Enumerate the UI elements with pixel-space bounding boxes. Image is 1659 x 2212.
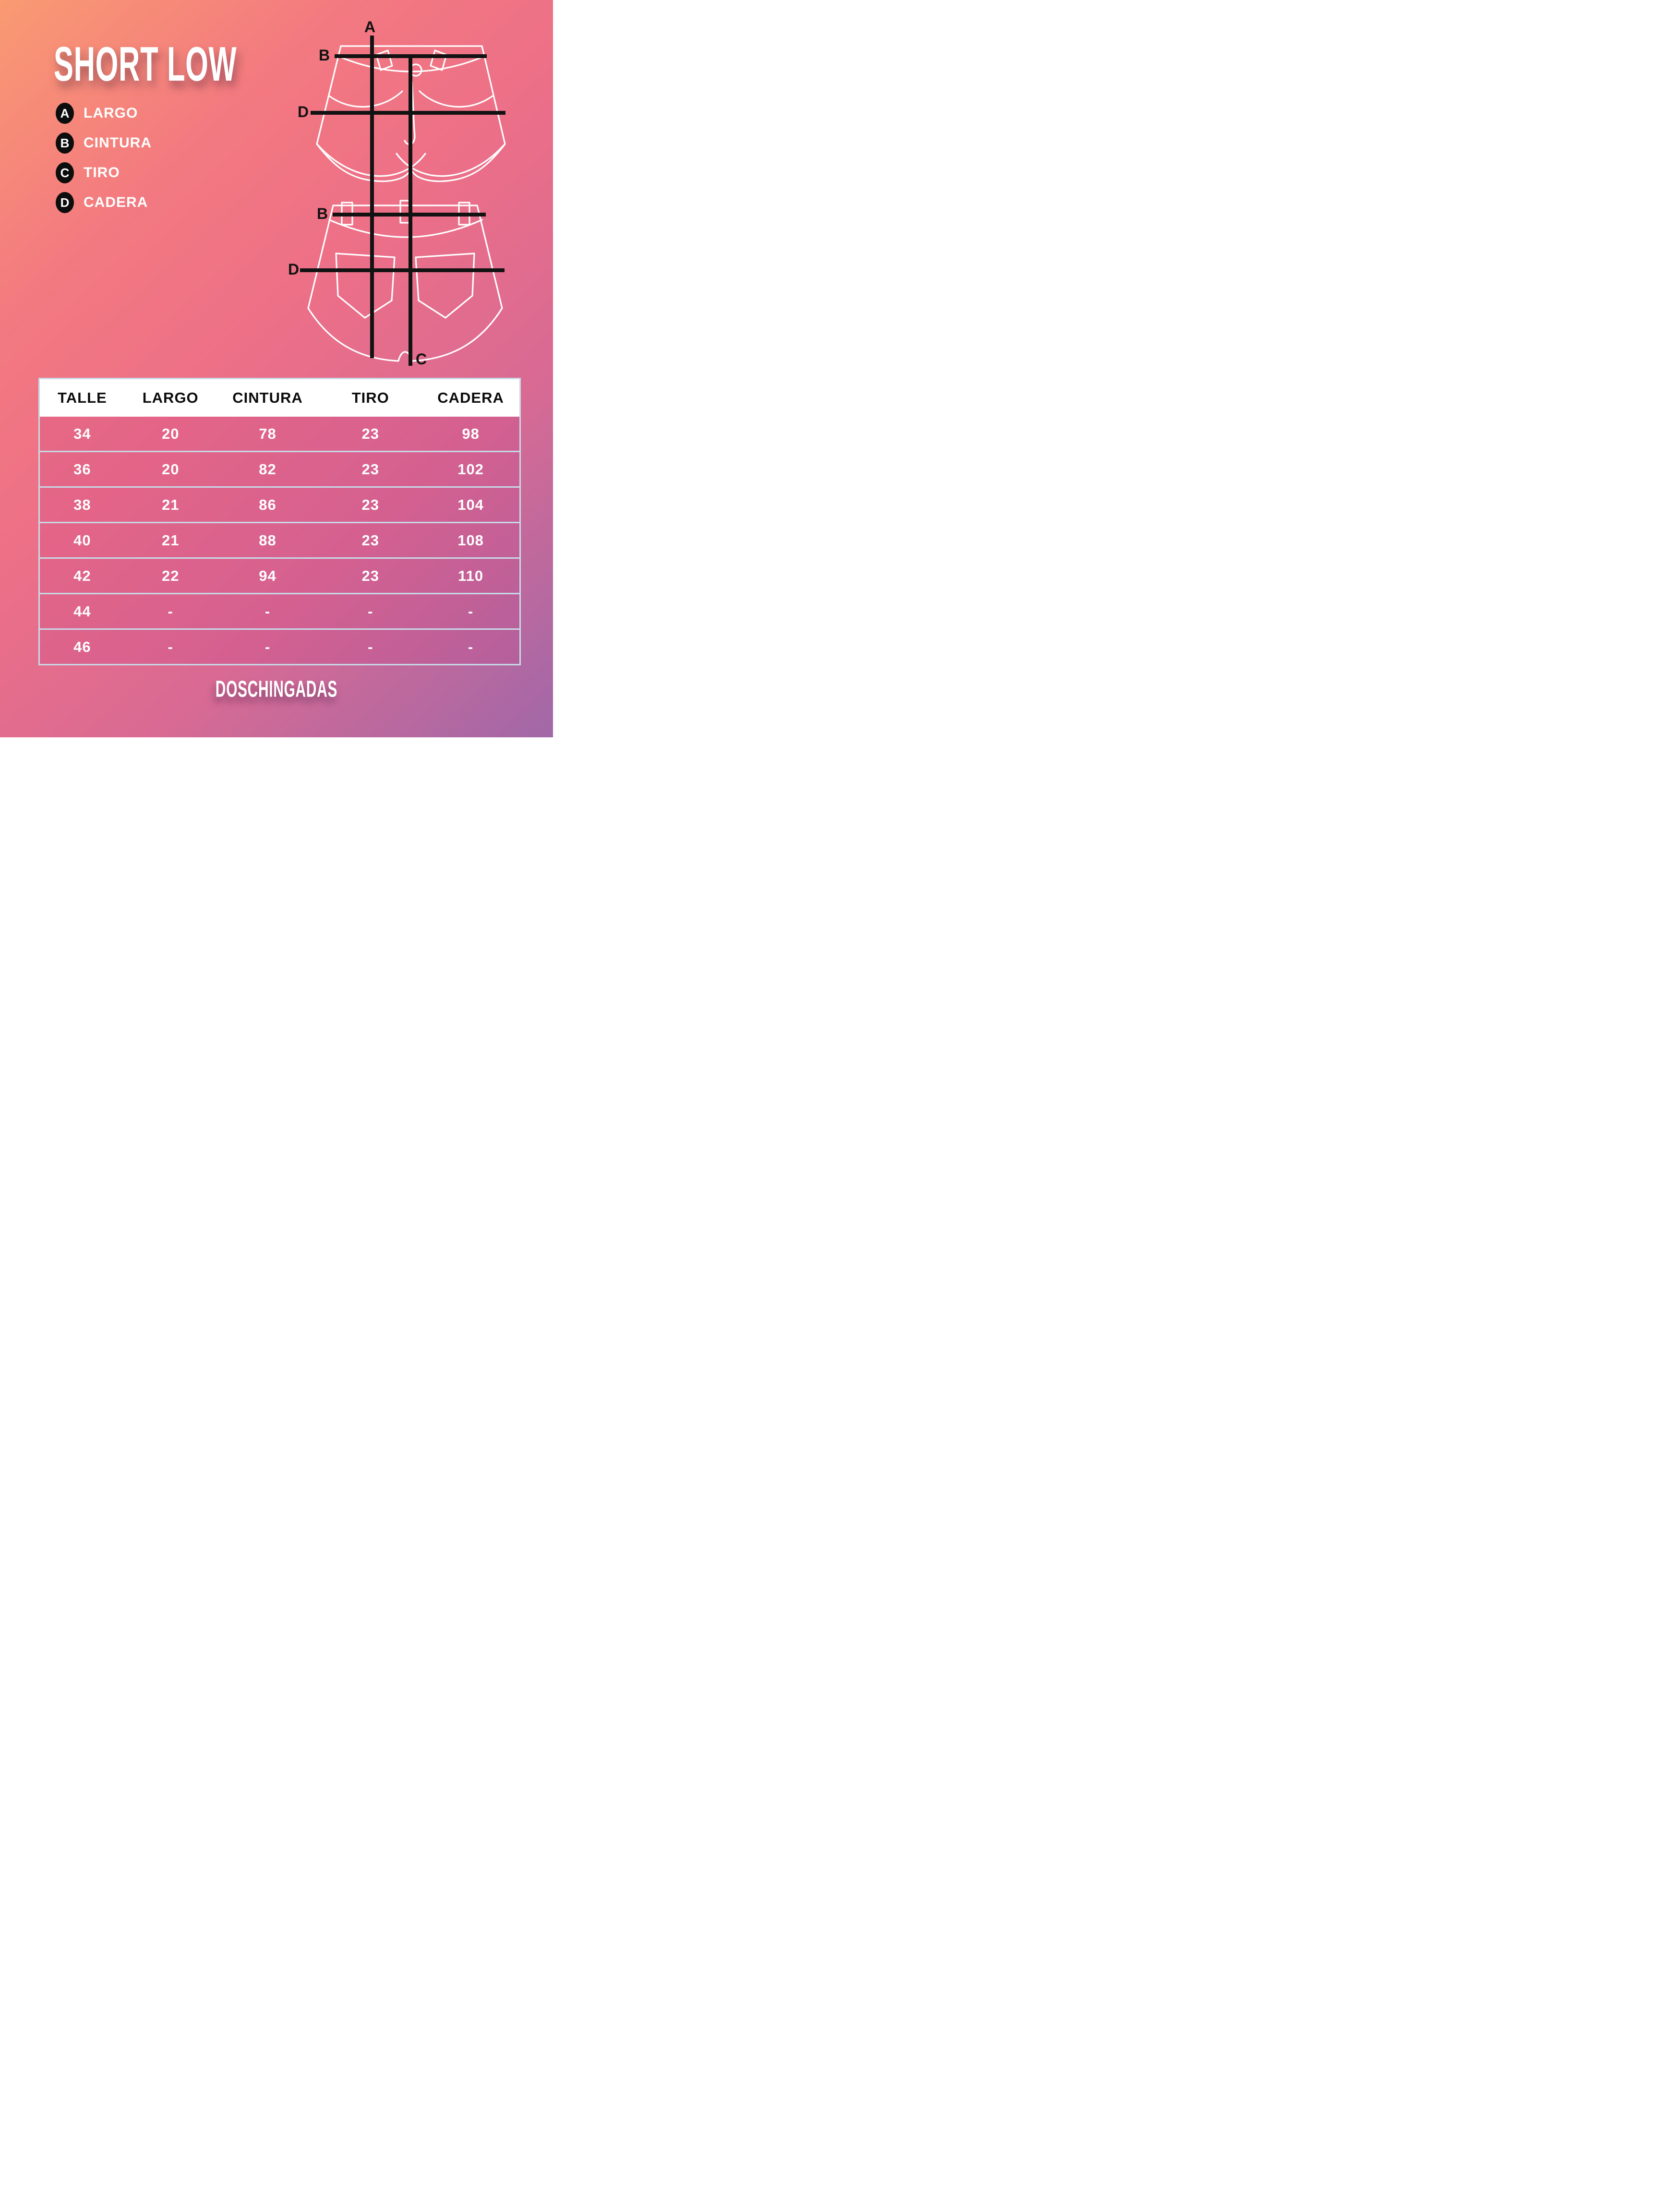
label-c: C	[416, 350, 427, 368]
legend-badge-b: B	[56, 132, 74, 154]
table-cell-largo: 20	[161, 425, 180, 442]
measure-line-c-vertical	[409, 56, 412, 366]
table-cell-cadera: -	[468, 638, 474, 655]
table-cell-talle: 42	[73, 567, 91, 584]
table-cell-cintura: -	[264, 602, 271, 620]
table-cell-talle: 40	[73, 531, 91, 549]
size-table	[38, 378, 521, 665]
table-cell-cadera: 108	[457, 531, 484, 549]
measure-line-d-back	[300, 268, 505, 272]
shorts-measurement-diagram	[0, 0, 553, 384]
table-row	[40, 486, 519, 522]
measure-line-b-front	[335, 54, 487, 58]
table-cell-tiro: 23	[361, 460, 380, 478]
table-cell-largo: -	[168, 602, 173, 620]
size-chart-infographic	[0, 0, 553, 737]
table-row	[40, 557, 519, 593]
legend-label-cadera: CADERA	[84, 194, 148, 210]
table-cell-tiro: -	[368, 602, 373, 620]
table-cell-tiro: -	[368, 638, 373, 655]
column-header-largo: LARGO	[142, 389, 199, 406]
table-header-row	[40, 379, 519, 417]
table-cell-largo: 21	[161, 531, 180, 549]
table-cell-cadera: 104	[457, 496, 484, 513]
table-row	[40, 593, 519, 628]
table-cell-tiro: 23	[361, 531, 380, 549]
label-a: A	[364, 18, 376, 36]
table-row	[40, 417, 519, 451]
table-body	[40, 417, 519, 664]
measure-line-d-front	[311, 111, 505, 115]
legend-label-tiro: TIRO	[84, 165, 120, 180]
table-cell-talle: 36	[73, 460, 91, 478]
legend-badge-a: A	[56, 103, 74, 124]
table-cell-largo: 22	[161, 567, 180, 584]
table-cell-cintura: 82	[259, 460, 276, 478]
label-b-front: B	[319, 47, 330, 64]
table-cell-talle: 38	[73, 496, 91, 513]
table-row	[40, 522, 519, 557]
table-cell-talle: 34	[73, 425, 91, 442]
legend-badge-d: D	[56, 192, 74, 213]
column-header-talle: TALLE	[58, 389, 107, 406]
table-cell-largo: 20	[161, 460, 180, 478]
table-cell-cintura: 88	[259, 531, 276, 549]
label-d-front: D	[298, 103, 309, 120]
column-header-tiro: TIRO	[351, 389, 389, 406]
footer	[0, 676, 553, 702]
table-cell-largo: 21	[161, 496, 180, 513]
table-cell-cintura: 86	[259, 496, 276, 513]
table-cell-cadera: 98	[462, 425, 480, 442]
table-cell-tiro: 23	[361, 567, 380, 584]
table-row	[40, 628, 519, 664]
page-title-text: SHORT LOW	[54, 37, 237, 92]
label-d-back: D	[288, 261, 300, 278]
table-row	[40, 451, 519, 486]
measure-line-a-vertical	[370, 36, 374, 358]
table-cell-cintura: 78	[259, 425, 276, 442]
brand-name: DOSCHINGADAS	[215, 676, 338, 702]
table-cell-cadera: 110	[458, 567, 484, 584]
table-cell-cadera: -	[468, 602, 474, 620]
table-cell-cadera: 102	[457, 460, 484, 478]
legend-label-cintura: CINTURA	[84, 135, 152, 151]
table-cell-tiro: 23	[361, 425, 380, 442]
table-cell-largo: -	[168, 638, 173, 655]
measure-line-b-back	[333, 213, 486, 216]
legend-label-largo: LARGO	[84, 105, 138, 121]
legend-badge-c: C	[56, 162, 74, 183]
label-b-back: B	[317, 205, 328, 222]
table-cell-tiro: 23	[361, 496, 380, 513]
table-cell-cintura: 94	[259, 567, 276, 584]
shorts-back-outline	[305, 198, 505, 369]
table-cell-cintura: -	[264, 638, 271, 655]
table-cell-talle: 44	[73, 602, 91, 620]
column-header-cadera: CADERA	[437, 389, 504, 406]
column-header-cintura: CINTURA	[232, 389, 303, 406]
table-cell-talle: 46	[73, 638, 91, 655]
